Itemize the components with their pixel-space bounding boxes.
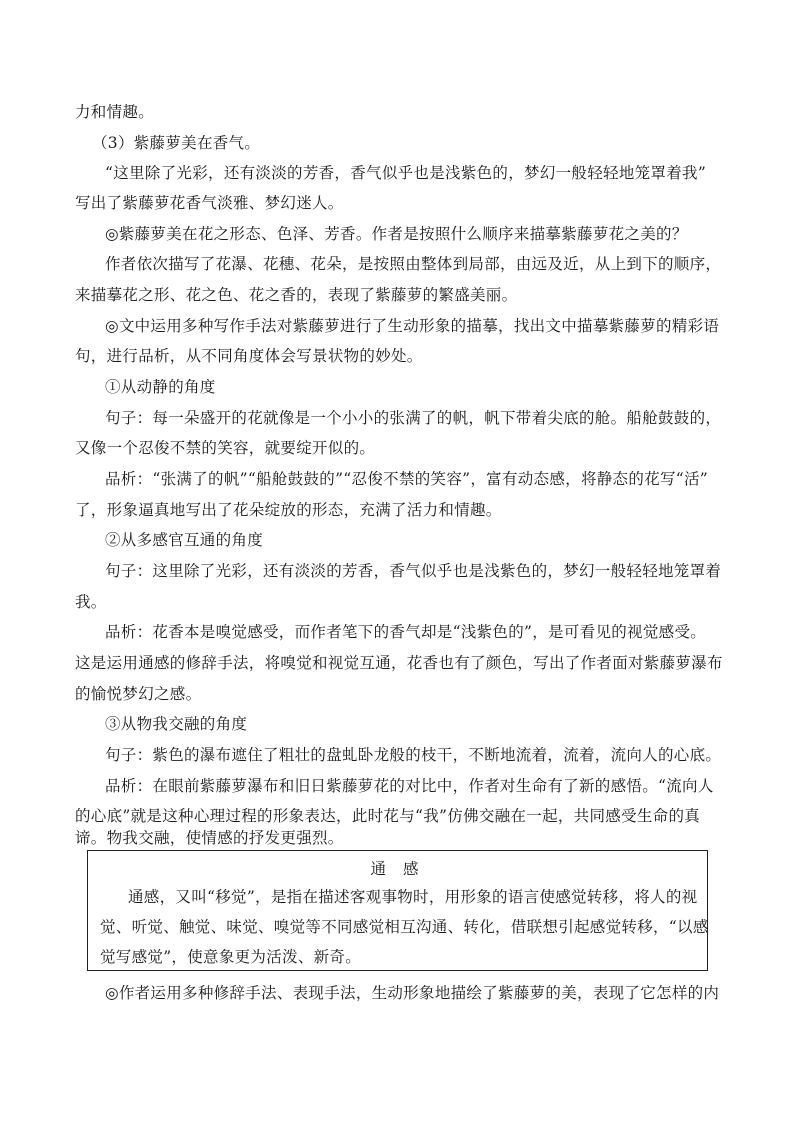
text-line: 又像一个忍俊不禁的笑容，就要绽开似的。 [75,439,376,457]
question-line: ◎紫藤萝美在花之形态、色泽、芳香。作者是按照什么顺序来描摹紫藤萝花之美的？ [105,225,688,243]
text-line: 的心底”就是这种心理过程的形象表达，此时花与“我”仿佛交融在一起，共同感受生命的真 [75,807,701,825]
subheading: ③从物我交融的角度 [105,715,248,733]
text-line: 句子：每一朵盛开的花就像是一个小小的张满了的帆，帆下带着尖底的舱。船舱鼓鼓的， [105,409,722,427]
text-line: 品析：“张满了的帆”“船舱鼓鼓的”“忍俊不禁的笑容”，富有动态感，将静态的花写“活” [105,470,708,488]
box-title: 通 感 [370,860,425,878]
box-text-line: 觉、听觉、触觉、味觉、嗅觉等不同感觉相互沟通、转化，借联想引起感觉转移，“以感 [100,918,709,936]
text-line: 品析：在眼前紫藤萝瀑布和旧日紫藤萝花的对比中，作者对生命有了新的感悟。“流向人 [105,777,714,795]
text-line: 作者依次描写了花瀑、花穗、花朵，是按照由整体到局部，由远及近，从上到下的顺序， [105,255,722,273]
text-line: 的愉悦梦幻之感。 [75,685,202,703]
question-line: ◎作者运用多种修辞手法、表现手法，生动形象地描绘了紫藤萝的美，表现了它怎样的内 [105,984,720,1002]
text-line: 了，形象逼真地写出了花朵绽放的形态，充满了活力和情趣。 [75,501,502,519]
text-line: 写出了紫藤萝花香气淡雅、梦幻迷人。 [75,194,344,212]
question-line: ◎文中运用多种写作手法对紫藤萝进行了生动形象的描摹，找出文中描摹紫藤萝的精彩语 [105,317,720,335]
text-line: 我。 [75,593,107,611]
subheading: ②从多感官互通的角度 [105,531,264,549]
box-text-line: 通感，又叫“移觉”，是指在描述客观事物时，用形象的语言使感觉转移，将人的视 [128,888,698,906]
text-line: 句，进行品析，从不同角度体会写景状物的妙处。 [75,347,423,365]
text-line: 力和情趣。 [75,103,155,121]
text-line: 句子：紫色的瀑布遮住了粗壮的盘虬卧龙般的枝干，不断地流着，流着，流向人的心底。 [105,746,722,764]
subheading: ①从动静的角度 [105,378,216,396]
text-line: 句子：这里除了光彩，还有淡淡的芳香，香气似乎也是浅紫色的，梦幻一般轻轻地笼罩着 [105,562,722,580]
text-line: 这是运用通感的修辞手法，将嗅觉和视觉互通，花香也有了颜色，写出了作者面对紫藤萝瀑布 [75,654,723,672]
text-line: 来描摹花之形、花之色、花之香的，表现了紫藤萝的繁盛美丽。 [75,286,518,304]
text-line: “这里除了光彩，还有淡淡的芳香，香气似乎也是浅紫色的，梦幻一般轻轻地笼罩着我” [105,164,707,182]
box-text-line: 觉写感觉”，使意象更为活泼、新奇。 [100,948,362,966]
tongan-definition-box [87,850,708,971]
section-heading: （3）紫藤萝美在香气。 [92,134,261,152]
text-line: 谛。物我交融，使情感的抒发更强烈。 [75,829,344,847]
text-line: 品析：花香本是嗅觉感受，而作者笔下的香气却是“浅紫色的”，是可看见的视觉感受。 [105,623,707,641]
